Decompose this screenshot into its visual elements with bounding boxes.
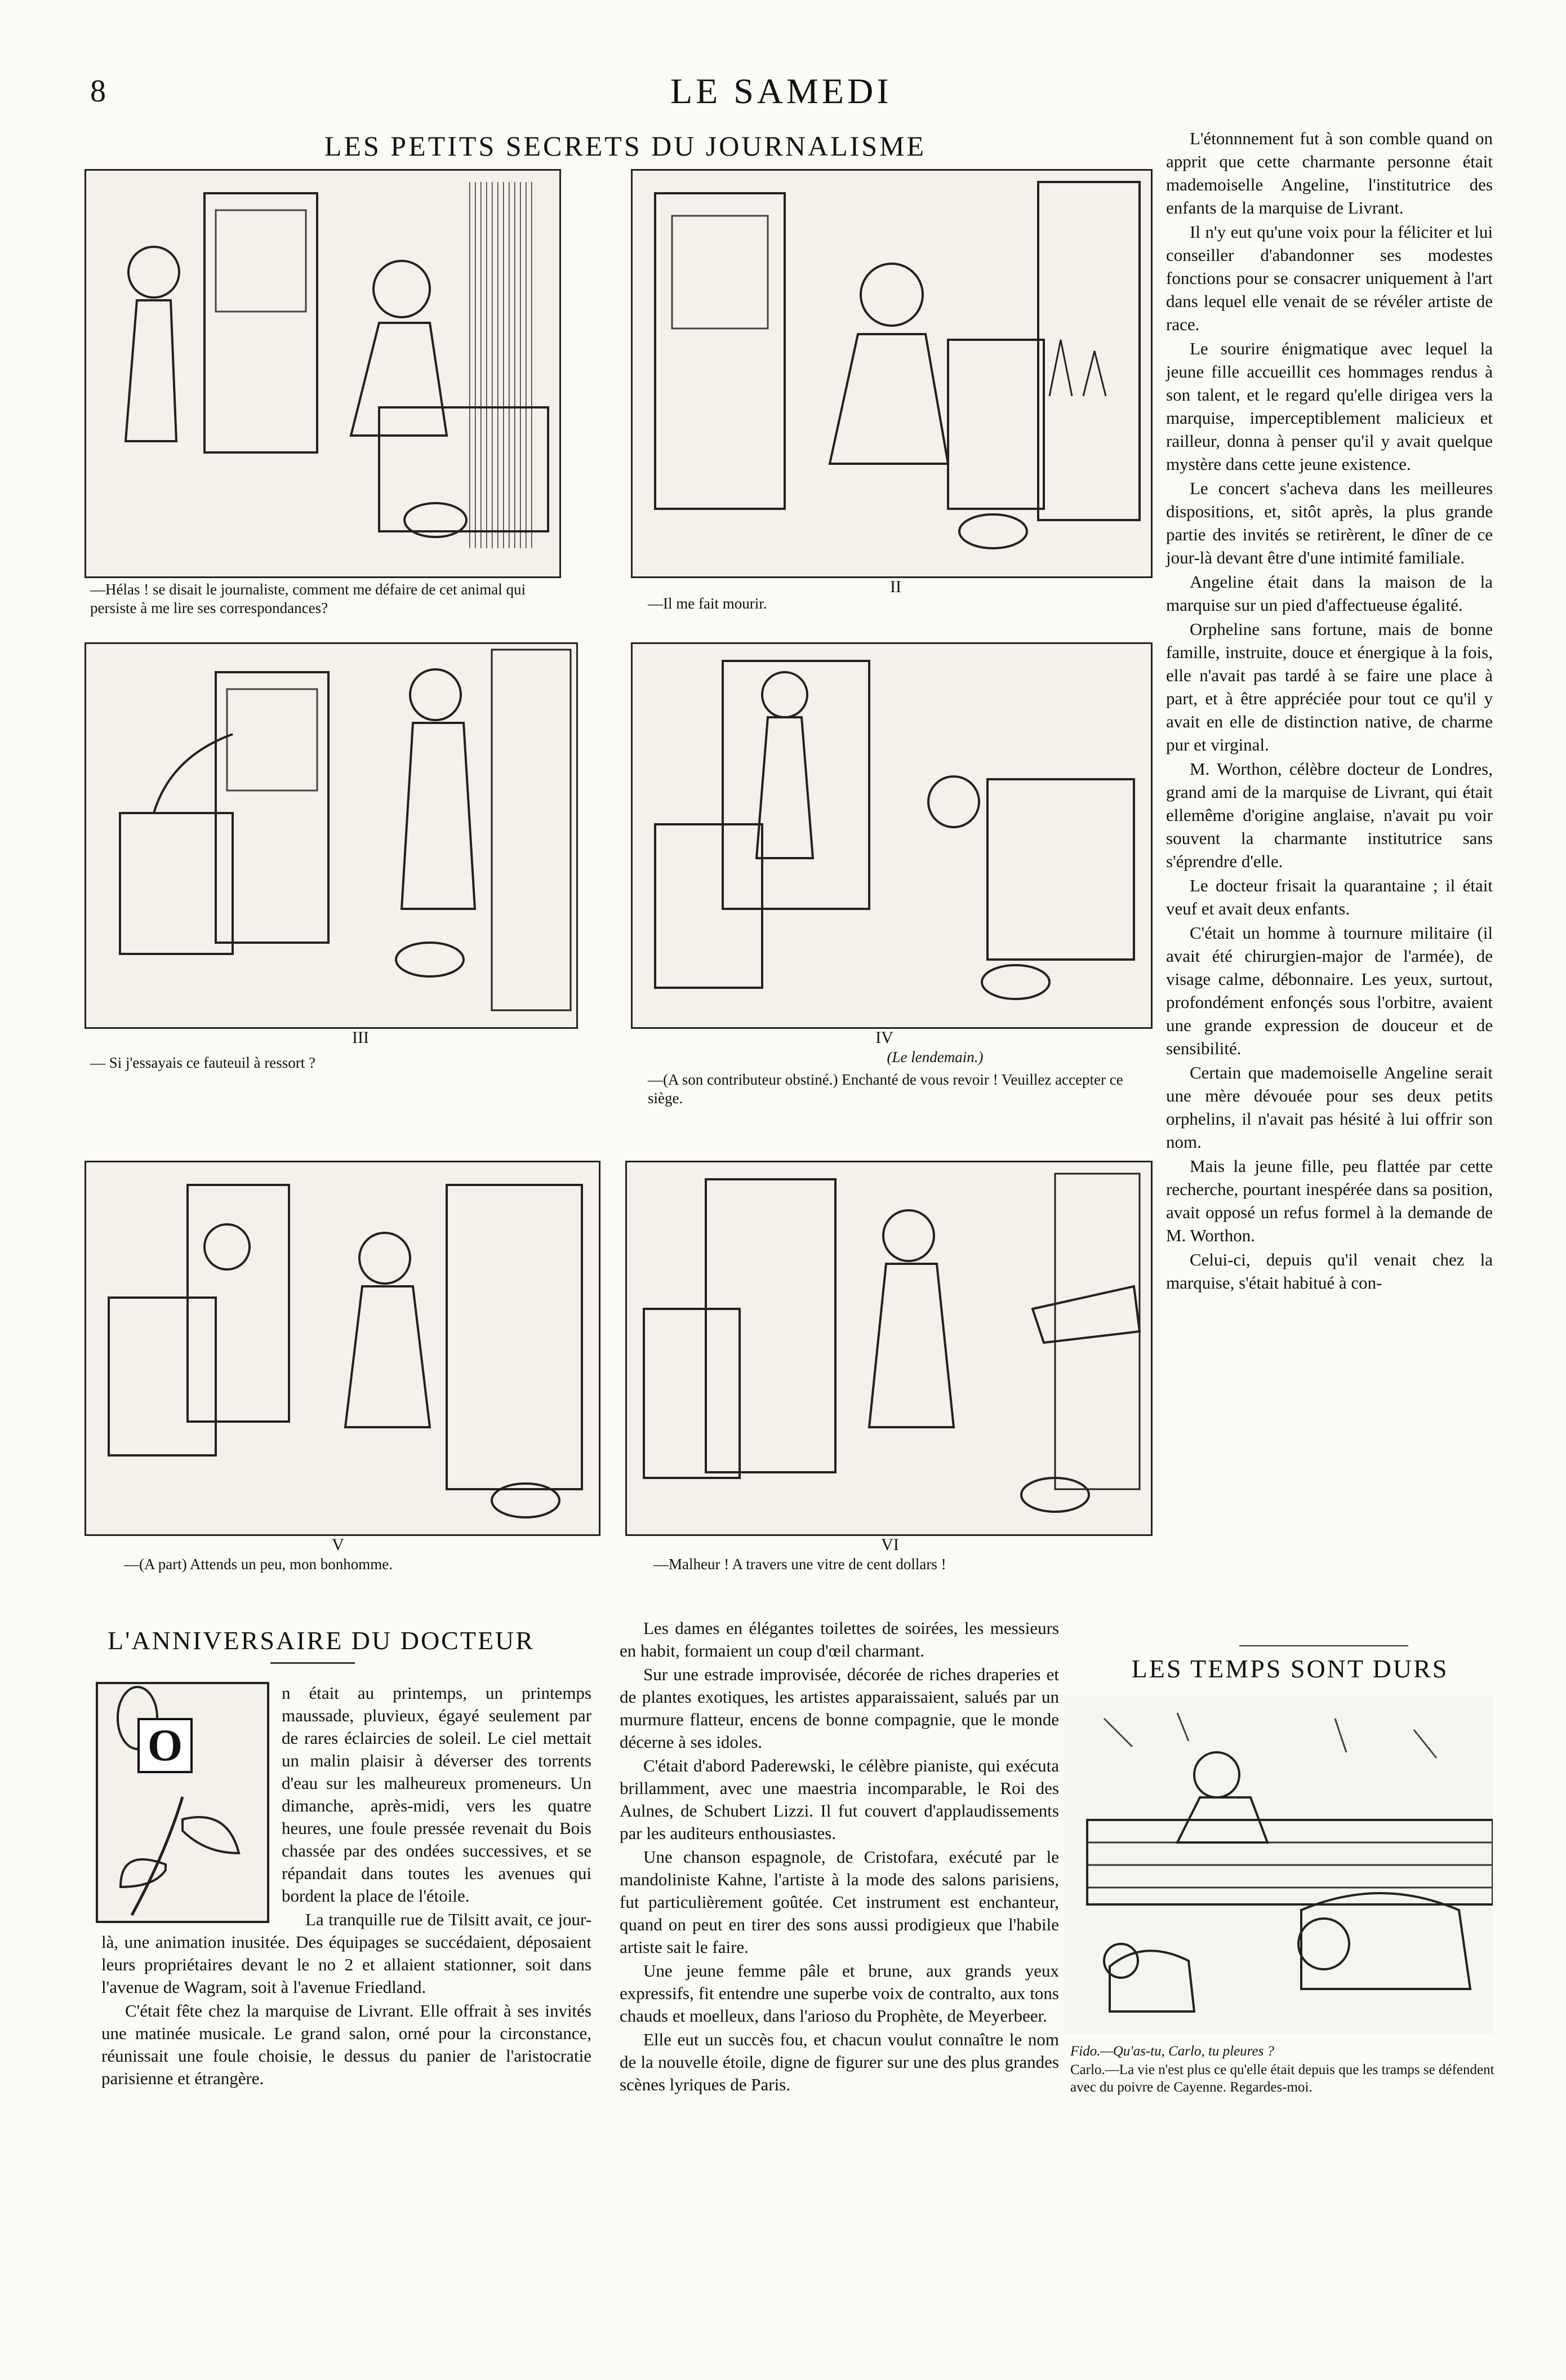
paragraph: Une chanson espagnole, de Cristofara, exécuté par le mandoliniste Kahne, l'artiste à la mode des salons parisiens, fut particulièrement goûtée. Cet instrument est enchanteur, quand on peut en tirer des sons aussi prodigieux que l'habile artiste sait le faire. xyxy=(620,1847,1059,1957)
comic-panel-4 xyxy=(631,642,1153,1029)
paragraph: Il n'y eut qu'une voix pour la féliciter et lui conseiller d'abandonner ses modestes fonctions pour se consacrer uniquement à l'art dans lequel elle venait de se révéler artiste de race. xyxy=(1166,222,1493,334)
panel-5-numeral: V xyxy=(332,1535,344,1554)
dogs-illustration xyxy=(1065,1696,1493,2034)
paragraph: n était au printemps, un printemps maussade, pluvieux, égayé seulement par de rares éclaircies de soleil. Le ciel mettait un malin plaisir à déverser des torrents d'eau sur les malheureux promeneurs. Un dimanche, après-midi, vers les quatre heures, une foule pressée revenait du Bois chassée par des ondées successives, et se répandait dans toutes les avenues qui bordent la place de l'étoile. xyxy=(282,1683,591,1906)
panel-1-caption: —Hélas ! se disait le journaliste, comment me défaire de cet animal qui persiste à me lire ses correspondances? xyxy=(90,581,526,616)
panel-2-numeral: II xyxy=(890,578,901,596)
illustration-panel-6 xyxy=(627,1162,1151,1534)
comic-panel-1 xyxy=(84,169,561,578)
paragraph: Angeline était dans la maison de la marquise sur un pied d'affectueuse égalité. xyxy=(1166,572,1493,615)
comic-panel-5 xyxy=(84,1161,600,1536)
illustration-panel-5 xyxy=(86,1162,599,1534)
cartoon-caption-2: Carlo.—La vie n'est plus ce qu'elle était depuis que les tramps se défendent avec du poivre de Cayenne. Regardes-moi. xyxy=(1070,2062,1494,2095)
illustration-panel-2 xyxy=(633,171,1151,576)
comic-title: LES PETITS SECRETS DU JOURNALISME xyxy=(324,130,927,162)
paragraph: M. Worthon, célèbre docteur de Londres, grand ami de la marquise de Livrant, qui était ellemême d'origine anglaise, n'avait pu voir souvent la charmante institutrice sans s'éprendre d'elle. xyxy=(1166,759,1493,871)
paragraph: La tranquille rue de Tilsitt avait, ce jour-là, une animation inusitée. Des équipages se succédaient, déposaient leurs propriétaires devant le no 2 et allaient stationner, soit dans l'avenue de Wagram, soit à l'avenue Friedland. xyxy=(101,1910,591,1997)
comic-panel-6 xyxy=(625,1161,1153,1536)
paragraph: C'était un homme à tournure militaire (il avait été chirurgien-major de l'armée), de visage calme, débonnaire. Les yeux, surtout, profondément enfonçés sous l'orbitre, avaient une grande expression de douceur et de sensibilité. xyxy=(1166,923,1493,1058)
cartoon-illustration xyxy=(1065,1696,1493,2034)
panel-4-caption: —(A son contributeur obstiné.) Enchanté de vous revoir ! Veuillez accepter ce siège. xyxy=(648,1071,1123,1107)
paragraph: Le docteur frisait la quarantaine ; il était veuf et avait deux enfants. xyxy=(1166,876,1493,918)
drop-cap-spacer xyxy=(101,1682,282,1919)
drop-cap-letter: O xyxy=(137,1718,193,1773)
paragraph: L'étonnnement fut à son comble quand on apprit que cette charmante personne était mademoiselle Angeline, l'institutrice des enfants de la marquise de Livrant. xyxy=(1166,128,1493,217)
right-column-text xyxy=(1166,127,1493,1295)
panel-3-caption: — Si j'essayais ce fauteuil à ressort ? xyxy=(90,1054,315,1071)
article-column-1 xyxy=(101,1682,591,2091)
paragraph: Celui-ci, depuis qu'il venait chez la marquise, s'était habitué à con- xyxy=(1166,1250,1493,1293)
panel-3-numeral: III xyxy=(352,1028,369,1047)
paragraph: Elle eut un succès fou, et chacun voulut connaître le nom de la nouvelle étoile, digne de figurer sur une des plus grandes scènes lyriques de Paris. xyxy=(620,2030,1059,2094)
paragraph: Le sourire énigmatique avec lequel la jeune fille accueillit ces hommages rendus à son talent, et le regard qu'elle dirigea vers la marquise, imperceptiblement malicieux et railleur, donna à penser qu'il y avait quelque mystère dans cette jeune existence. xyxy=(1166,339,1493,474)
panel-6-caption: —Malheur ! A travers une vitre de cent dollars ! xyxy=(653,1556,946,1573)
paragraph: Orpheline sans fortune, mais de bonne famille, instruite, douce et énergique à la fois, elle n'avait pas tardé à se faire une place à part, et à être appréciée pour tout ce qu'il y avait en elle de distinction native, de charme pur et virginal. xyxy=(1166,619,1493,754)
cartoon-title: LES TEMPS SONT DURS xyxy=(1131,1654,1449,1683)
article-column-2 xyxy=(620,1617,1059,2097)
paragraph: Une jeune femme pâle et brune, aux grands yeux expressifs, fit entendre une superbe voix de contralto, aux tons chauds et moelleux, dans l'arioso du Prophète, de Meyerbeer. xyxy=(620,1961,1059,2026)
illustration-panel-4 xyxy=(633,644,1151,1027)
comic-panel-3 xyxy=(84,642,578,1029)
paragraph: Le concert s'acheva dans les meilleures dispositions, et, sitôt après, la plus grande partie des invités se retirèrent, le dîner de ce jour-là devant être d'une intimité familiale. xyxy=(1166,478,1493,567)
paragraph: C'était fête chez la marquise de Livrant. Elle offrait à ses invités une matinée musicale. Le grand salon, orné pour la circonstance, réunissait une foule choisie, le dessus du panier de l'aristocratie parisienne et étrangère. xyxy=(101,2001,591,2088)
paragraph: Sur une estrade improvisée, décorée de riches draperies et de plantes exotiques, les artistes apparaissaient, salués par un murmure flatteur, encens de bonne compagnie, que le monde décerne à ses idoles. xyxy=(620,1664,1059,1752)
illustration-panel-3 xyxy=(86,644,576,1027)
journal-title: LE SAMEDI xyxy=(670,71,892,111)
paragraph: Certain que mademoiselle Angeline serait une mère dévouée pour ses deux petits orphelins, il n'avait pas hésité à lui offrir son nom. xyxy=(1166,1063,1493,1152)
illustration-panel-1 xyxy=(86,171,559,576)
cartoon-caption-1: Fido.—Qu'as-tu, Carlo, tu pleures ? xyxy=(1070,2044,1275,2059)
cartoon-rule xyxy=(1239,1645,1408,1646)
article-title: L'ANNIVERSAIRE DU DOCTEUR xyxy=(108,1626,535,1655)
page-number: 8 xyxy=(90,74,106,109)
panel-4-caption-time: (Le lendemain.) xyxy=(887,1049,984,1065)
panel-5-caption: —(A part) Attends un peu, mon bonhomme. xyxy=(124,1556,393,1573)
paragraph: Les dames en élégantes toilettes de soirées, les messieurs en habit, formaient un coup d'œil charmant. xyxy=(620,1618,1059,1660)
panel-2-caption: —Il me fait mourir. xyxy=(648,595,767,612)
comic-panel-2 xyxy=(631,169,1153,578)
panel-6-numeral: VI xyxy=(881,1535,899,1554)
paragraph: Mais la jeune fille, peu flattée par cette recherche, pourtant inespérée dans sa position, avait opposé un refus formel à la demande de M. Worthon. xyxy=(1166,1156,1493,1245)
paragraph: C'était d'abord Paderewski, le célèbre pianiste, qui exécuta brillamment, avec une maestria incomparable, le Roi des Aulnes, de Schubert Lizzi. Il fut couvert d'applaudissements par les auditeurs enthousiastes. xyxy=(620,1756,1059,1843)
title-rule xyxy=(270,1662,355,1664)
panel-4-numeral: IV xyxy=(875,1028,893,1047)
